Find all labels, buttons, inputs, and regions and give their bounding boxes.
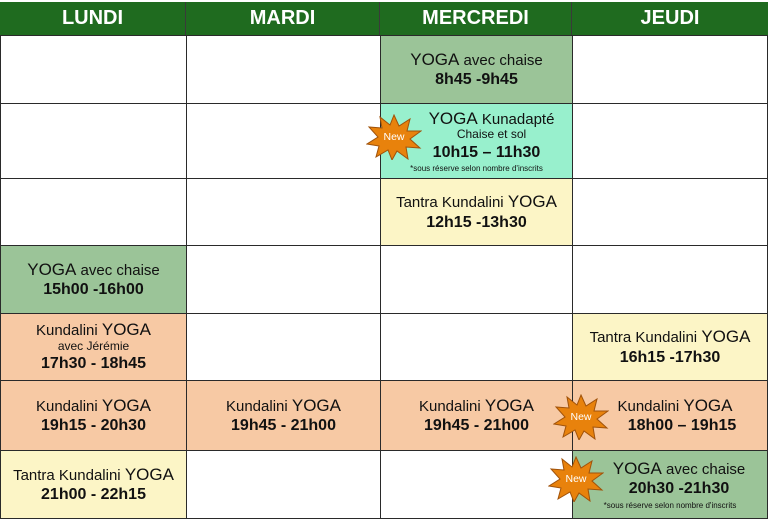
day-header-lundi: LUNDI: [0, 2, 186, 35]
class-title: YOGA: [612, 458, 662, 478]
class-mon-tantra-kundalini: [0, 450, 187, 519]
class-time: 19h15 - 20h30: [41, 417, 146, 435]
class-prefix: Kundalini: [418, 397, 481, 415]
class-prefix: Tantra Kundalini: [589, 329, 698, 347]
empty-cell: [186, 103, 381, 179]
empty-cell: [380, 245, 573, 314]
class-time: 19h45 - 21h00: [231, 417, 336, 435]
new-badge: [366, 114, 422, 160]
class-time: 10h15 – 11h30: [432, 143, 541, 161]
class-prefix: Kundalini: [617, 397, 680, 415]
class-prefix: Tantra Kundalini: [13, 466, 121, 484]
class-title: YOGA: [101, 320, 151, 340]
class-detail: avec Jérémie: [57, 338, 130, 353]
class-prefix: Kundalini: [35, 397, 98, 415]
empty-cell: [186, 450, 381, 519]
class-note: *sous réserve selon nombre d'inscrits: [603, 500, 737, 510]
class-wed-kundalini: [380, 380, 573, 451]
day-header-mercredi: MERCREDI: [380, 2, 572, 35]
class-title: YOGA: [701, 327, 751, 347]
class-time: 16h15 -17h30: [619, 348, 721, 366]
empty-cell: [186, 245, 381, 314]
empty-cell: [572, 103, 768, 179]
class-subtitle: avec chaise: [80, 261, 160, 279]
class-title: YOGA: [410, 49, 460, 69]
class-time: 15h00 -16h00: [43, 281, 144, 299]
class-detail: Chaise et sol: [456, 127, 527, 142]
empty-cell: [380, 450, 573, 519]
empty-cell: [380, 313, 573, 381]
class-time: 17h30 - 18h45: [41, 355, 146, 373]
day-header-mardi: MARDI: [186, 2, 380, 35]
class-time: 18h00 – 19h15: [627, 417, 737, 435]
new-badge: [553, 394, 609, 440]
class-time: 21h00 - 22h15: [41, 486, 146, 504]
empty-cell: [186, 313, 381, 381]
class-note: *sous réserve selon nombre d'inscrits: [410, 164, 543, 174]
class-title: YOGA: [683, 395, 733, 415]
empty-cell: [0, 35, 187, 104]
class-title: YOGA: [124, 464, 174, 484]
class-mon-yoga-chaise: [0, 245, 187, 314]
day-header-jeudi: JEUDI: [572, 2, 768, 35]
class-title: YOGA: [428, 108, 478, 128]
class-mon-kundalini: [0, 380, 187, 451]
class-wed-yoga-chaise: [380, 35, 573, 104]
empty-cell: [186, 35, 381, 104]
new-badge-label: New: [565, 473, 587, 485]
class-prefix: Kundalini: [225, 397, 288, 415]
new-badge: [548, 456, 604, 502]
empty-cell: [572, 245, 768, 314]
class-time: 19h45 - 21h00: [424, 417, 529, 435]
empty-cell: [572, 35, 768, 104]
class-title: YOGA: [507, 192, 557, 212]
empty-cell: [572, 178, 768, 246]
class-title: YOGA: [101, 395, 151, 415]
class-title: YOGA: [291, 395, 341, 415]
empty-cell: [0, 103, 187, 179]
class-prefix: Kundalini: [35, 322, 98, 340]
class-wed-tantra-kundalini: [380, 178, 573, 246]
class-mon-kundalini-jeremie: [0, 313, 187, 381]
class-title: YOGA: [27, 259, 77, 279]
class-title: YOGA: [484, 395, 534, 415]
class-thu-tantra-kundalini: [572, 313, 768, 381]
class-time: 8h45 -9h45: [435, 71, 518, 89]
empty-cell: [186, 178, 381, 246]
empty-cell: [0, 178, 187, 246]
class-prefix: Tantra Kundalini: [396, 194, 504, 212]
class-subtitle: avec chaise: [666, 460, 746, 478]
class-time: 20h30 -21h30: [628, 480, 730, 498]
class-subtitle: avec chaise: [463, 51, 543, 69]
new-badge-label: New: [383, 131, 405, 143]
class-tue-kundalini: [186, 380, 381, 451]
class-subtitle: Kunadapté: [481, 110, 555, 128]
new-badge-label: New: [570, 411, 592, 423]
class-time: 12h15 -13h30: [426, 213, 527, 231]
